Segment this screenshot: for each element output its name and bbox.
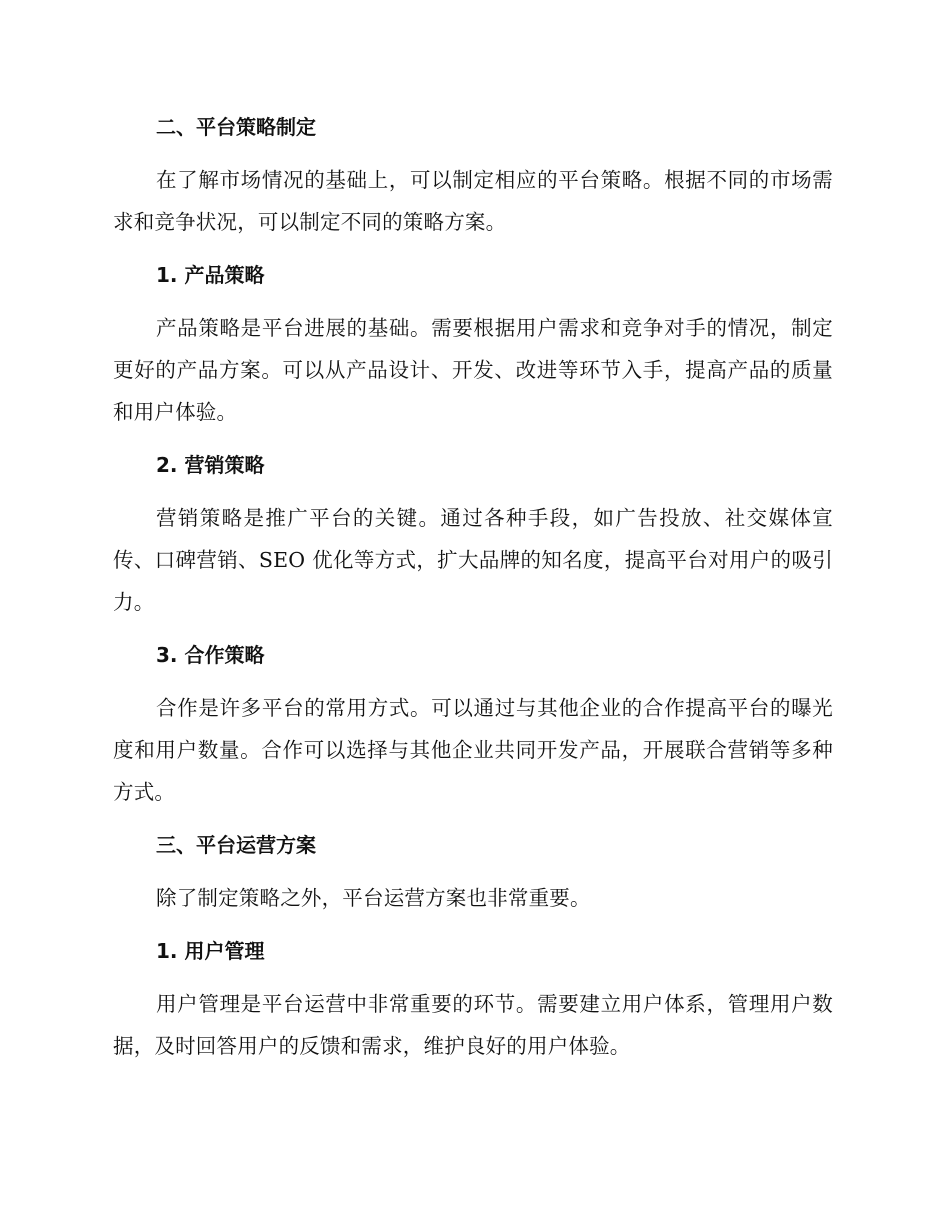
section-heading-platform-strategy: 二、平台策略制定 bbox=[156, 115, 316, 139]
paragraph-product-strategy: 产品策略是平台进展的基础。需要根据用户需求和竞争对手的情况，制定更好的产品方案。可以从产品设计、开发、改进等环节入手，提高产品的质量和用户体验。 bbox=[113, 316, 833, 424]
document-body bbox=[113, 106, 833, 1078]
subheading-cooperation-strategy: 3. 合作策略 bbox=[156, 643, 265, 667]
subheading-user-management: 1. 用户管理 bbox=[156, 939, 265, 963]
paragraph-user-management: 用户管理是平台运营中非常重要的环节。需要建立用户体系，管理用户数据，及时回答用户的反馈和需求，维护良好的用户体验。 bbox=[113, 992, 833, 1058]
paragraph-strategy-intro: 在了解市场情况的基础上，可以制定相应的平台策略。根据不同的市场需求和竞争状况，可以制定不同的策略方案。 bbox=[113, 168, 833, 234]
paragraph-operation-intro: 除了制定策略之外，平台运营方案也非常重要。 bbox=[156, 886, 591, 910]
subheading-product-strategy: 1. 产品策略 bbox=[156, 263, 265, 287]
section-heading-operation-plan: 三、平台运营方案 bbox=[156, 833, 316, 857]
paragraph-cooperation-strategy: 合作是许多平台的常用方式。可以通过与其他企业的合作提高平台的曝光度和用户数量。合作可以选择与其他企业共同开发产品，开展联合营销等多种方式。 bbox=[113, 696, 833, 804]
paragraph-marketing-strategy: 营销策略是推广平台的关键。通过各种手段，如广告投放、社交媒体宣传、口碑营销、SEO 优化等方式，扩大品牌的知名度，提高平台对用户的吸引力。 bbox=[113, 506, 833, 614]
subheading-marketing-strategy: 2. 营销策略 bbox=[156, 453, 265, 477]
